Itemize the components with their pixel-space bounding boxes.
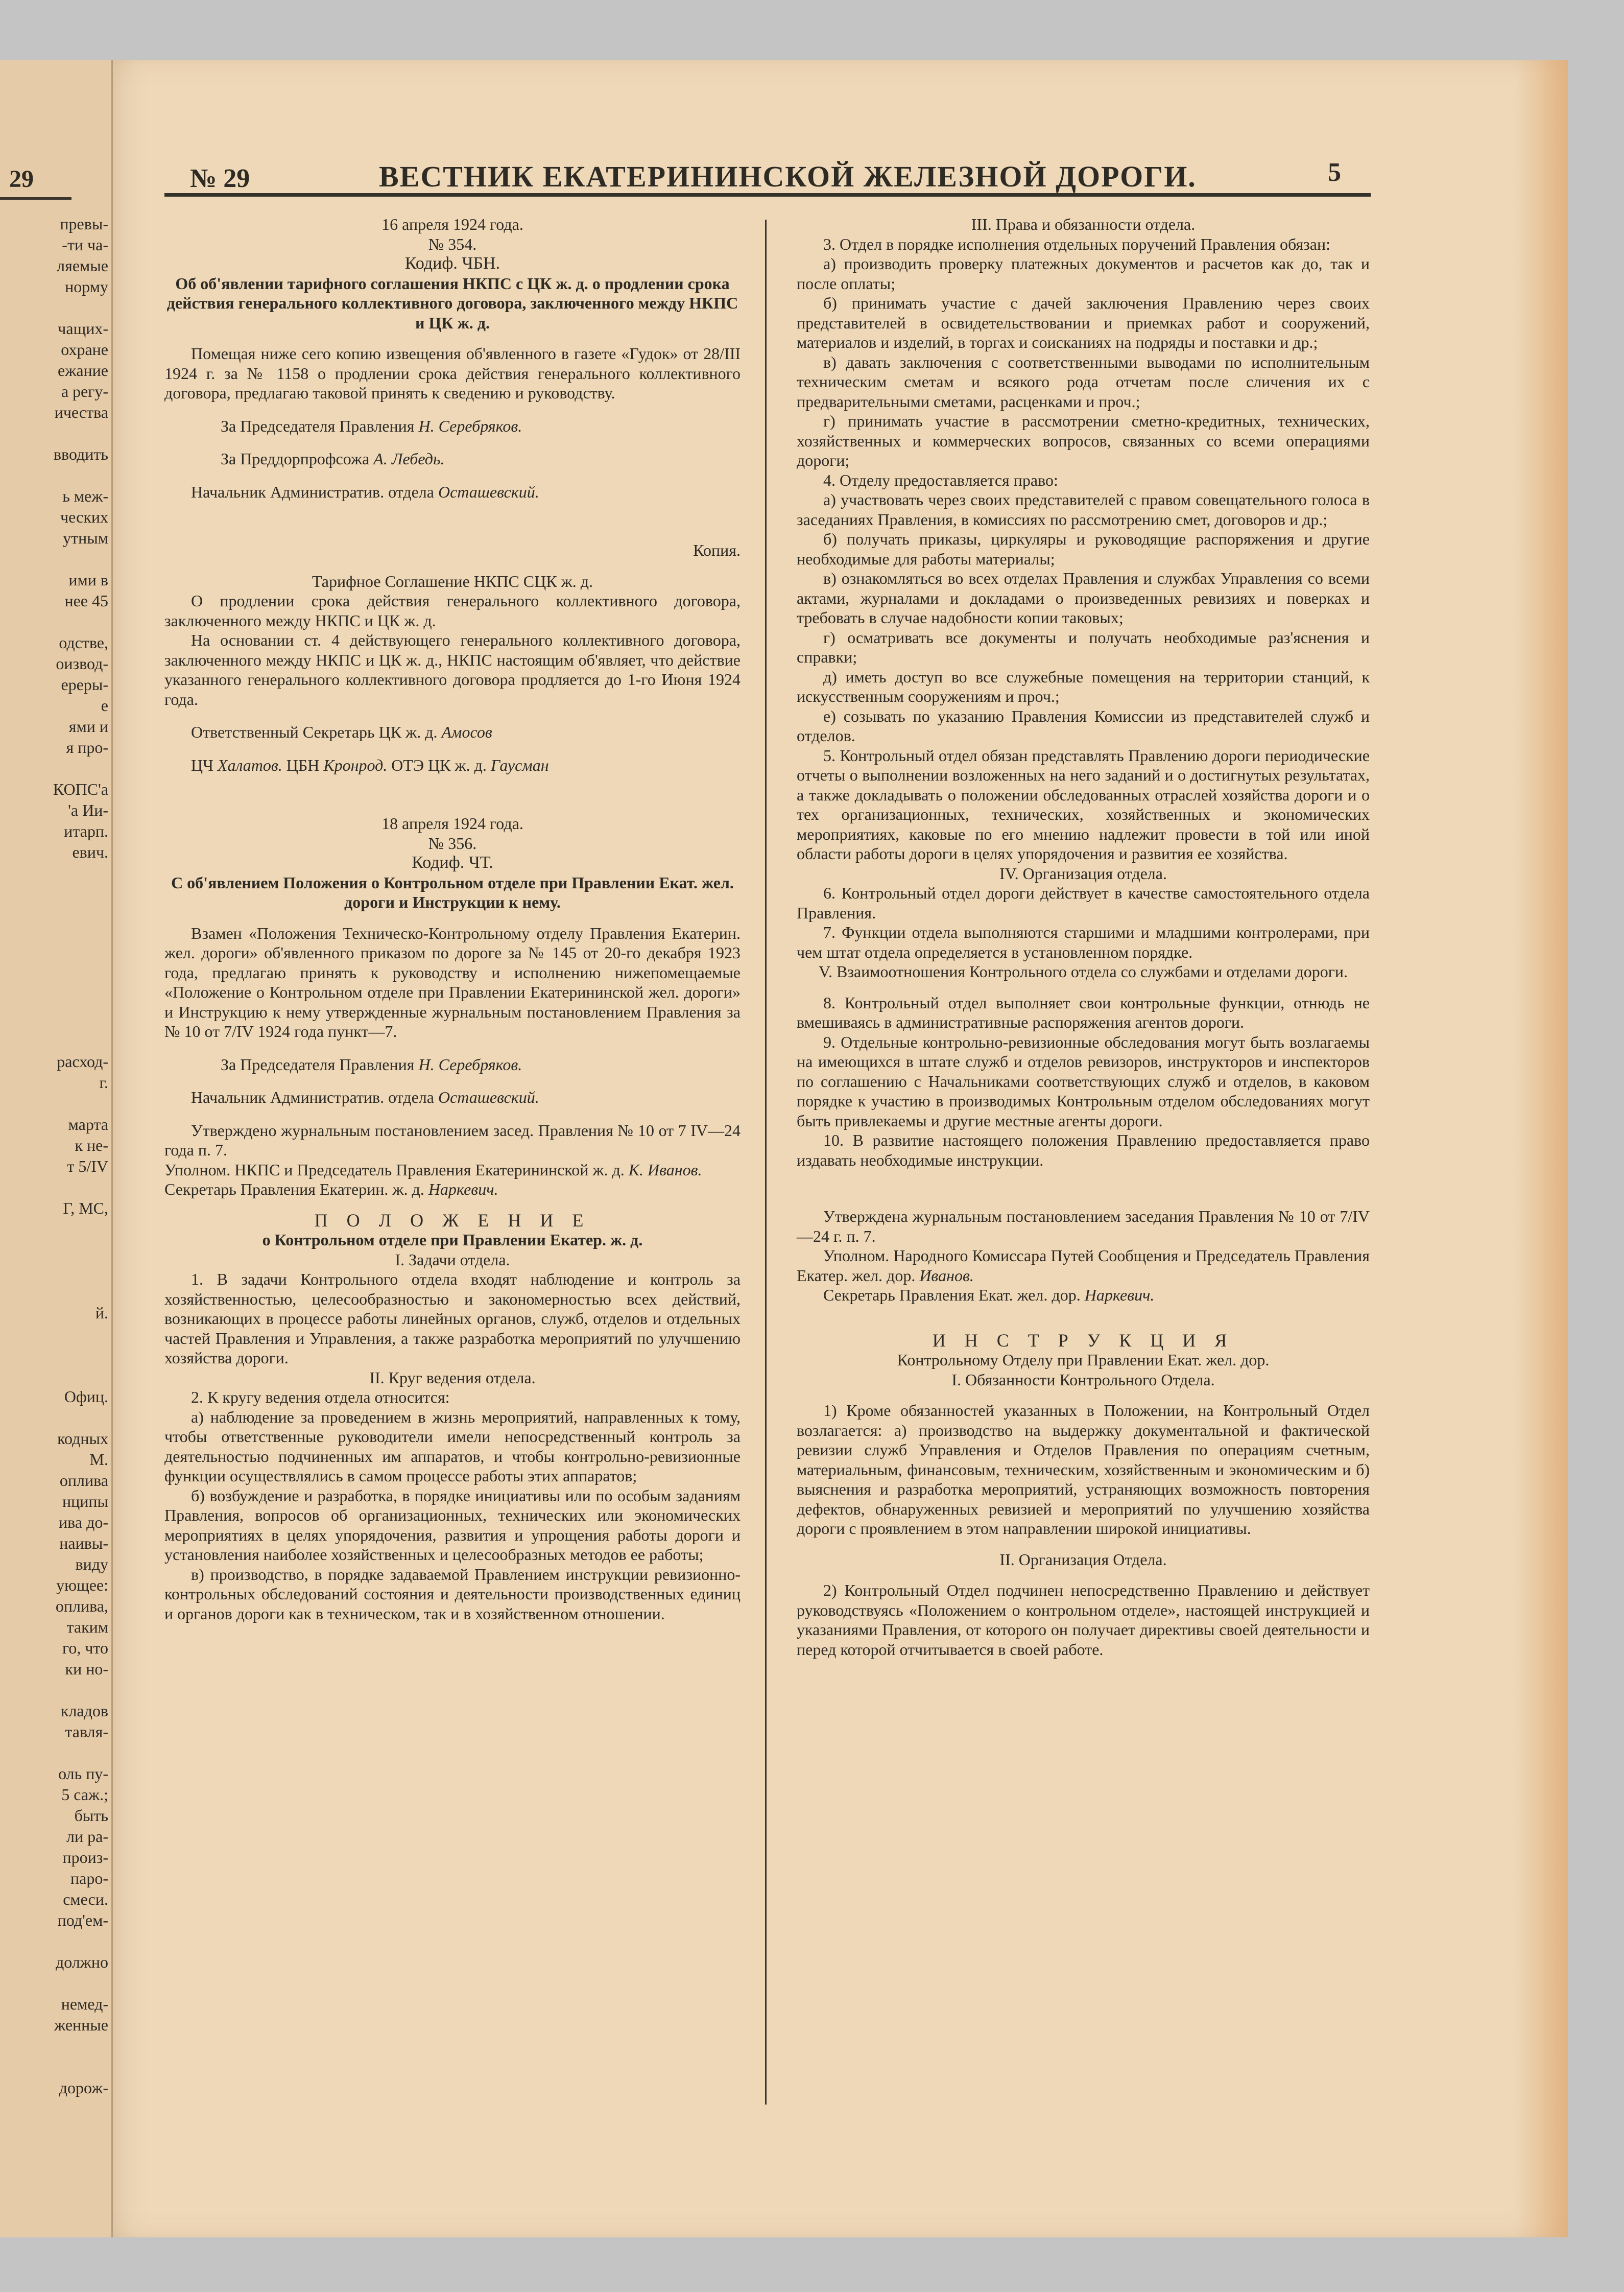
previous-page-line: ь меж- — [62, 487, 108, 505]
paragraph: а) участвовать через своих представителей с правом совещательного голоса в заседаниях Правления, в комиссиях по рассмотрению смет, договоров и др.; — [797, 490, 1370, 529]
paragraph: 2) Контрольный Отдел подчинен непосредственно Правлению и действует руководствуясь «Положением о контрольном отделе», настоящей инструкцией и указаниями Правления, от которого он получает директивы своей деятельности и перед которой отчитывается в своей работе. — [797, 1581, 1370, 1659]
section-heading: Тарифное Соглашение НКПС СЦК ж. д. — [312, 572, 593, 590]
newspaper-title: ВЕСТНИК ЕКАТЕРИНИНСКОЙ ЖЕЛЕЗНОЙ ДОРОГИ. — [379, 160, 1197, 193]
issue-number: № 29 — [190, 164, 250, 193]
paragraph: в) ознакомляться во всех отделах Правления и службах Управления со всеми актами, журналами и докладами о произведенных ревизиях и поверках и требовать в случае надобности копии таковых; — [797, 569, 1370, 627]
previous-page-line — [0, 758, 108, 779]
previous-page-line — [0, 988, 108, 1009]
previous-page-line — [0, 1261, 108, 1282]
previous-page-line — [0, 1931, 108, 1952]
previous-page-line — [0, 465, 108, 486]
previous-page-line: женные — [54, 2016, 108, 2034]
paragraph: 7. Функции отдела выполняются старшими и младшими контролерами, при чем штат отдела определяется в установленном порядке. — [797, 923, 1370, 961]
order-date: 18 апреля 1924 года. — [381, 814, 523, 833]
previous-page-line: Офиц. — [64, 1387, 108, 1406]
paragraph: а) наблюдение за проведением в жизнь мероприятий, направленных к тому, чтобы ответственные руководители имели непосредственный контроль за деятельностью подчиненных им аппаратов, и чтобы контрольно-ревизионные функции осуществлялись в самом процессе работы этих аппаратов; — [164, 1407, 741, 1485]
previous-page-line — [0, 1680, 108, 1700]
copy-label: Копия. — [693, 541, 741, 559]
previous-page-line: наивы- — [59, 1534, 108, 1552]
order-code: Кодиф. ЧТ. — [412, 853, 493, 872]
previous-page-line — [0, 549, 108, 570]
signature-line: За Председателя Правления Н. Серебряков. — [221, 416, 522, 435]
approval-note: Утверждено журнальным постановлением засед. Правления № 10 от 7 IV—24 года п. 7. — [164, 1121, 741, 1159]
previous-page-line: под'ем- — [57, 1911, 108, 1929]
previous-page-line — [0, 611, 108, 632]
previous-page-line — [0, 2036, 108, 2057]
previous-page-line: й. — [95, 1304, 108, 1322]
previous-page-line: М. — [89, 1450, 108, 1469]
paragraph: О продлении срока действия генерального коллективного договора, заключенного между НКПС и ЦК ж. д. — [164, 592, 741, 630]
previous-page-line: -ти ча- — [62, 235, 108, 254]
previous-page-text — [0, 214, 108, 2098]
paragraph: в) производство, в порядке задаваемой Правлением инструкции ревизионно-контрольных обследований состояния и деятельности производственных единиц и органов дороги как в техническом, так и в хозяйственном отношении. — [164, 1565, 741, 1623]
paragraph: 6. Контрольный отдел дороги действует в качестве самостоятельного отдела Правления. — [797, 884, 1370, 922]
previous-page-line: е — [101, 696, 108, 715]
previous-page-line — [0, 1177, 108, 1198]
previous-page-line — [0, 947, 108, 967]
previous-page-line — [0, 1365, 108, 1386]
signature-line: Начальник Административ. отдела Осташевский. — [191, 482, 539, 501]
previous-page-line: норму — [65, 277, 108, 296]
previous-page-line: нципы — [62, 1492, 108, 1510]
previous-page-line — [0, 1324, 108, 1344]
signature-line: Начальник Административ. отдела Осташевский. — [191, 1088, 539, 1106]
previous-page-line: ежание — [58, 361, 108, 380]
previous-page-line — [0, 1030, 108, 1051]
previous-page-line: ки но- — [65, 1660, 108, 1678]
previous-page-line: одстве, — [59, 633, 108, 652]
order-date: 16 апреля 1924 года. — [381, 215, 523, 233]
previous-page-line: ляемые — [57, 256, 108, 275]
previous-page-line — [0, 1219, 108, 1240]
paragraph: б) получать приказы, циркуляры и руководящие распоряжения и другие необходимые для работы материалы; — [797, 530, 1370, 568]
previous-page-line — [0, 905, 108, 926]
paragraph: б) принимать участие с дачей заключения Правлению через своих представителей в освидетельствовании и приемках работ и сооружений, материалов и изделий, в торгах и соисканиях на подряды и поставки и др.; — [797, 294, 1370, 351]
previous-page-line: марта — [68, 1115, 108, 1133]
previous-page-line: оплива — [59, 1471, 108, 1490]
previous-page-line — [0, 1009, 108, 1030]
paragraph: г) осматривать все документы и получать необходимые раз'яснения и справки; — [797, 628, 1370, 666]
previous-page-line: произ- — [62, 1848, 108, 1866]
paragraph: г) принимать участие в рассмотрении сметно-кредитных, технических, хозяйственных и коммерческих вопросов, связанных со всеми операциями дороги; — [797, 412, 1370, 469]
previous-page-line: к не- — [75, 1136, 108, 1154]
previous-page-line: я про- — [66, 738, 108, 757]
previous-page-line: оль пу- — [58, 1764, 108, 1783]
order-title: Об об'явлении тарифного соглашения НКПС с ЦК ж. д. о продлении срока действия генерального коллективного договора, заключенного между НКПС и ЦК ж. д. — [166, 274, 738, 332]
previous-page-line — [0, 863, 108, 884]
previous-page-line: смеси. — [63, 1890, 108, 1908]
previous-page-line: а регу- — [61, 382, 108, 400]
previous-page-line: ческих — [60, 508, 108, 526]
previous-page-line: чащих- — [58, 319, 108, 338]
previous-page-line — [0, 967, 108, 988]
previous-page-line — [0, 2057, 108, 2077]
previous-page-line: ями и — [68, 717, 108, 736]
previous-page-line: должно — [55, 1953, 108, 1971]
section-heading: II. Круг ведения отдела. — [369, 1368, 536, 1387]
section-heading: IV. Организация отдела. — [999, 864, 1167, 883]
document-title: И Н С Т Р У К Ц И Я — [932, 1330, 1234, 1351]
previous-page-line — [0, 1282, 108, 1303]
approval-note: Секретарь Правления Екат. жел. дор. Наркевич. — [823, 1286, 1155, 1304]
approval-note: Утверждена журнальным постановлением заседания Правления № 10 от 7/IV—24 г. п. 7. — [797, 1207, 1370, 1245]
paragraph: б) возбуждение и разработка, в порядке инициативы или по особым заданиям Правления, вопросов об организационных, технических или экономических мероприятиях в целях упорядочения, развития и упрощения работы дороги и установления наиболее хозяйственных и целесообразных методов ее работы; — [164, 1486, 741, 1564]
paragraph: 3. Отдел в порядке исполнения отдельных поручений Правления обязан: — [823, 234, 1330, 253]
previous-page-line: г. — [99, 1073, 108, 1092]
previous-page-line — [0, 1093, 108, 1114]
previous-page-line: ующее: — [56, 1576, 108, 1594]
previous-page-line: кладов — [60, 1702, 108, 1720]
paragraph: 8. Контрольный отдел выполняет свои контрольные функции, отнюдь не вмешиваясь в административные распоряжения агентов дороги. — [797, 993, 1370, 1031]
previous-page-line: быть — [74, 1806, 108, 1825]
previous-page-line: дорож- — [59, 2078, 108, 2097]
page-number: 5 — [1328, 158, 1341, 187]
page-edge-stain — [1514, 60, 1568, 2237]
previous-page-line: Г, МС, — [63, 1199, 108, 1217]
previous-page-rule — [0, 197, 71, 200]
previous-page-line: нее 45 — [64, 592, 108, 610]
document-subtitle: о Контрольном отделе при Правлении Екатер. ж. д. — [262, 1231, 643, 1249]
paragraph: 10. В развитие настоящего положения Правлению предоставляется право издавать необходимые инструкции. — [797, 1131, 1370, 1169]
signature-line: Ответственный Секретарь ЦК ж. д. Амосов — [191, 723, 492, 741]
previous-page-line: вводить — [53, 445, 108, 463]
previous-page-line — [0, 1742, 108, 1763]
previous-page-line: 'а Ии- — [68, 801, 108, 819]
previous-page-line: итарп. — [64, 822, 108, 840]
approval-note: Секретарь Правления Екатерин. ж. д. Наркевич. — [164, 1180, 498, 1198]
signature-line: ЦЧ Халатов. ЦБН Кронрод. ОТЭ ЦК ж. д. Гаусман — [191, 755, 549, 774]
previous-page-fragment — [0, 60, 113, 2237]
paragraph: д) иметь доступ во все служебные помещения на территории станций, к искусственным сооружениям и проч.; — [797, 667, 1370, 705]
order-number: № 356. — [428, 834, 477, 853]
order-code: Кодиф. ЧБН. — [404, 254, 500, 273]
previous-page-line: ереры- — [61, 675, 108, 694]
previous-page-line: превы- — [60, 215, 108, 233]
paragraph: е) созывать по указанию Правления Комиссии из представителей служб и отделов. — [797, 706, 1370, 745]
paragraph: в) давать заключения с соответственными выводами по исполнительным техническим сметам и всякого рода отчетам после сличения их с предварительными сметами, расценками и проч.; — [797, 352, 1370, 411]
signature-line: За Председателя Правления Н. Серебряков. — [221, 1055, 522, 1074]
left-column — [164, 215, 741, 1623]
section-heading: I. Задачи отдела. — [395, 1250, 510, 1269]
previous-page-line: ли ра- — [66, 1827, 108, 1846]
right-column — [797, 215, 1370, 1659]
previous-page-line: го, что — [62, 1639, 108, 1657]
order-number: № 354. — [428, 234, 477, 253]
previous-page-line: ичества — [54, 403, 108, 421]
previous-page-line — [0, 1240, 108, 1261]
section-heading: III. Права и обязанности отдела. — [971, 215, 1196, 233]
paragraph: Помещая ниже сего копию извещения об'явленного в газете «Гудок» от 28/III 1924 г. за № 1158 о продлении срока действия генерального коллективного договора, предлагаю таковой принять к сведению и руководству. — [164, 344, 741, 402]
previous-page-line: оизвод- — [56, 654, 108, 673]
paragraph: Взамен «Положения Техническо-Контрольному отделу Правления Екатерин. жел. дороги» об'явленного приказом по дороге за № 145 от 20-го декабря 1923 года, предлагаю принять к руководству и исполнению нижепомещаемые «Положение о Контрольном отделе при Правлении Екатерининской жел. дороги» и Инструкцию к нему утвержденные журнальным постановлением Правления за № 10 от 7/IV 1924 года пункт—7. — [164, 924, 741, 1041]
previous-page-line: КОПС'а — [53, 780, 108, 798]
column-divider — [765, 220, 767, 2105]
previous-page-line — [0, 926, 108, 947]
previous-page-line: ими в — [68, 571, 108, 589]
header-rule — [164, 193, 1371, 197]
previous-page-line: кодных — [57, 1429, 108, 1448]
previous-page-line — [0, 423, 108, 444]
paragraph: 9. Отдельные контрольно-ревизионные обследования могут быть возлагаемы на имеющихся в штате служб и отделов ревизоров, инструкторов и инспекторов по соглашению с Начальниками соответствующих служб и отделов, в каковом порядке к участию в производимых Контрольным отделом обследованиях могут быть привлекаемы и другие местные агенты дороги. — [797, 1032, 1370, 1130]
paragraph: 2. К кругу ведения отдела относится: — [191, 1388, 450, 1406]
document-title: П О Л О Ж Е Н И Е — [314, 1210, 591, 1231]
previous-page-line — [0, 1407, 108, 1428]
section-heading: I. Обязанности Контрольного Отдела. — [951, 1370, 1215, 1389]
previous-page-line — [0, 1344, 108, 1365]
previous-page-line: охране — [61, 340, 108, 359]
document-subtitle: Контрольному Отделу при Правлении Екат. жел. дор. — [897, 1351, 1270, 1369]
approval-note: Уполном. НКПС и Председатель Правления Екатерининской ж. д. К. Иванов. — [164, 1160, 702, 1179]
previous-page-line: немед- — [61, 1995, 108, 2013]
previous-page-line: ива до- — [59, 1513, 108, 1531]
previous-page-line: тавля- — [65, 1722, 108, 1741]
order-title: С об'явлением Положения о Контрольном отделе при Правлении Екат. жел. дороги и Инструкции к нему. — [171, 873, 734, 911]
paragraph: а) производить проверку платежных документов и расчетов как до, так и после оплаты; — [797, 254, 1370, 293]
paragraph: 4. Отделу предоставляется право: — [823, 470, 1058, 489]
previous-page-line — [0, 297, 108, 318]
paragraph: 1. В задачи Контрольного отдела входят наблюдение и контроль за хозяйственностью, целесообразностью и закономерностью всех действий, возникающих в процессе работы линейных органов, служб, отделов и отдельных частей Правления и Управления, а также разработка мероприятий по улучшению хозяйства дороги. — [164, 1270, 741, 1367]
paragraph: 1) Кроме обязанностей указанных в Положении, на Контрольный Отдел возлагается: а) производство на выдержку документальной и фактической ревизии служб Управления и Отделов Правления по операциям счетным, материальным, финансовым, техническим, хозяйственным и экономическим и б) выяснения и разработка мероприятий, устраняющих возможность повторения дефектов, обнаруженных ревизией и мероприятий по улучшению хозяйства дороги с проявлением в этом направлении широкой инициативы. — [797, 1401, 1370, 1538]
previous-page-line: таким — [66, 1618, 108, 1636]
previous-page-line: оплива, — [55, 1597, 108, 1615]
approval-note: Уполном. Народного Комиссара Путей Сообщения и Председатель Правления Екатер. жел. дор. Иванов. — [797, 1246, 1370, 1285]
previous-page-line: евич. — [72, 843, 108, 861]
signature-line: За Преддорпрофсожа А. Лебедь. — [221, 450, 445, 468]
section-heading: II. Организация Отдела. — [999, 1550, 1167, 1569]
paragraph: 5. Контрольный отдел обязан представлять Правлению дороги периодические отчеты о выполнении возложенных на него заданий и о достигнутых результатах, а также докладывать о положении обследованных отраслей хозяйства дороги и о тех организационных, технических, хозяйственных и экономических мероприятиях, каковые по его мнению надлежит провести в той или иной области работы дороги в целях упорядочения и развития ее хозяйства. — [797, 746, 1370, 863]
previous-page-line — [0, 884, 108, 905]
paragraph: На основании ст. 4 действующего генерального коллективного договора, заключенного между НКПС и ЦК ж. д., НКПС настоящим об'являет, что действие указанного генерального коллективного договора продляется до 1-го Июня 1924 года. — [164, 631, 741, 708]
previous-page-number: 29 — [9, 166, 34, 193]
previous-page-line: виду — [75, 1555, 108, 1573]
previous-page-line: расход- — [57, 1052, 108, 1071]
previous-page-line — [0, 1973, 108, 1994]
previous-page-line: 5 саж.; — [61, 1785, 108, 1804]
previous-page-line: т 5/IV — [67, 1157, 108, 1175]
section-heading: V. Взаимоотношения Контрольного отдела со службами и отделами дороги. — [818, 962, 1348, 981]
previous-page-line: паро- — [70, 1869, 108, 1887]
previous-page-line: утным — [63, 529, 108, 547]
